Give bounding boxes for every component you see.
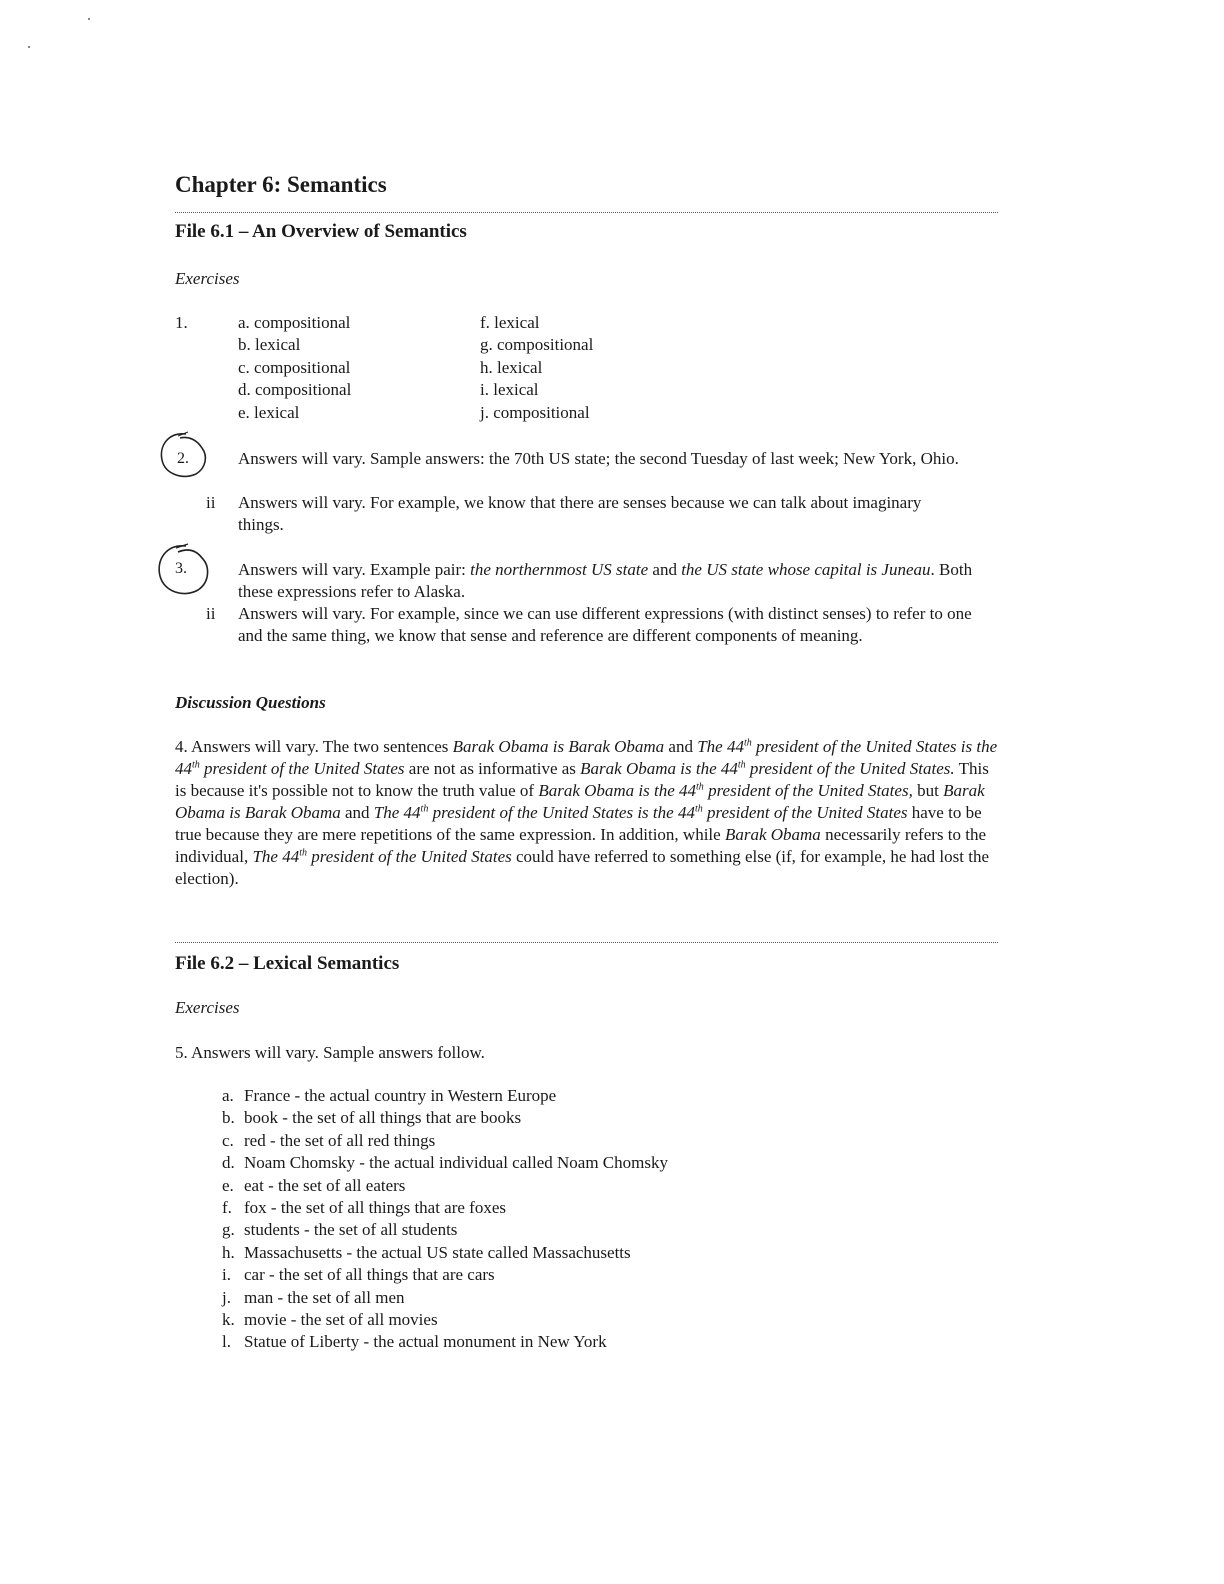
item-text: eat - the set of all eaters (244, 1175, 406, 1195)
scan-speck (28, 46, 30, 48)
item-label: f. (222, 1198, 232, 1218)
scan-speck (88, 18, 90, 20)
text-span: president of the United States, (703, 781, 913, 800)
exercises-label: Exercises (175, 998, 240, 1017)
text-span: and (340, 803, 374, 822)
text-span: have to be true because they are mere repetitions of the same expression. In addition, while (175, 803, 982, 844)
list-item (222, 1130, 668, 1152)
item-label: i. (222, 1265, 231, 1285)
list-item: j. compositional (480, 402, 590, 422)
text-span: and (664, 737, 698, 756)
example-expression: the US state whose capital is Juneau (681, 560, 931, 579)
superscript: th (696, 781, 704, 793)
superscript: th (299, 847, 307, 859)
item-label: j. (222, 1287, 231, 1307)
superscript: th (737, 759, 746, 771)
text-span: The 44 (373, 803, 421, 822)
file-6-2-heading: File 6.2 – Lexical Semantics (175, 953, 400, 974)
item-text: red - the set of all red things (244, 1130, 436, 1150)
text-span: and (648, 560, 682, 579)
question-1-number: 1. (175, 313, 188, 332)
question-3-number: 3. (175, 560, 187, 577)
question-4-answer (175, 736, 1000, 890)
superscript: th (420, 803, 429, 815)
text-span: could have referred to something else (if, for example, he had lost the election). (175, 847, 989, 888)
list-item (222, 1242, 668, 1264)
list-item (222, 1152, 668, 1174)
question-3-ii-label: ii (206, 604, 216, 623)
list-item (222, 1219, 668, 1241)
text-span: president of the United States. (745, 759, 955, 778)
list-item: b. lexical (238, 335, 301, 355)
text-span: president of the United States (199, 759, 405, 778)
list-item: a. compositional (238, 313, 351, 332)
item-text: Noam Chomsky - the actual individual called Noam Chomsky (244, 1153, 668, 1173)
list-item (222, 1085, 668, 1107)
item-text: Massachusetts - the actual US state called Massachusetts (244, 1242, 631, 1262)
discussion-questions-label: Discussion Questions (175, 693, 326, 712)
question-2-part-i: Answers will vary. Sample answers: the 70th US state; the second Tuesday of last week; New York, Ohio. (238, 449, 959, 468)
question-5-intro: 5. Answers will vary. Sample answers follow. (175, 1043, 485, 1062)
example-sentence: Barak Obama is Barak Obama (175, 781, 985, 822)
file-6-1-heading: File 6.1 – An Overview of Semantics (175, 221, 467, 242)
question-5-list (222, 1085, 668, 1354)
question-3-part-i (238, 559, 988, 603)
text-span: president of the United States (702, 803, 908, 822)
item-label: c. (222, 1130, 234, 1150)
text-span: Barak Obama is the 44 (538, 781, 697, 800)
text-span: president of the United States is the 44 (175, 737, 998, 778)
text-span: Barak Obama is the 44 (580, 759, 738, 778)
item-label: a. (222, 1086, 234, 1105)
list-item: i. lexical (480, 380, 539, 400)
text-span: president of the United States is the 44 (428, 803, 695, 822)
text-span: necessarily refers to the individual, (175, 825, 987, 866)
item-label: d. (222, 1153, 235, 1173)
text-span: 4. Answers will vary. The two sentences (175, 737, 453, 756)
item-text: France - the actual country in Western Europe (244, 1086, 557, 1105)
example-sentence (374, 803, 908, 822)
list-item (222, 1197, 668, 1219)
text-span: are not as informative as (404, 759, 581, 778)
text-span: The 44 (697, 737, 744, 756)
text-span: The 44 (252, 847, 300, 866)
question-1-left-column (238, 312, 351, 424)
list-item: d. compositional (238, 380, 352, 400)
example-expression: the northernmost US state (470, 560, 649, 579)
list-item (222, 1264, 668, 1286)
superscript: th (694, 803, 703, 815)
question-2-number: 2. (177, 450, 189, 467)
text-span: . Both these expressions refer to Alaska. (238, 560, 973, 601)
superscript: th (192, 759, 200, 771)
item-text: car - the set of all things that are cars (244, 1265, 495, 1285)
section-divider (175, 942, 998, 943)
text-span: This is because it's possible not to know the truth value of (175, 759, 989, 800)
item-text: movie - the set of all movies (244, 1310, 438, 1330)
item-text: Statue of Liberty - the actual monument in New York (244, 1332, 607, 1352)
example-sentence: Barak Obama is Barak Obama (452, 737, 665, 756)
item-text: man - the set of all men (244, 1287, 405, 1307)
list-item (222, 1107, 668, 1129)
question-3-part-ii: Answers will vary. For example, since we can use different expressions (with distinct senses) to refer to one and the same thing, we know that sense and reference are different components of meaning. (238, 604, 972, 645)
chapter-title: Chapter 6: Semantics (175, 172, 387, 197)
list-item: e. lexical (238, 402, 300, 422)
item-label: b. (222, 1108, 235, 1128)
item-label: e. (222, 1175, 234, 1195)
list-item (222, 1175, 668, 1197)
list-item (222, 1331, 668, 1353)
text-span: president of the United States (306, 847, 512, 866)
text-span: but (912, 781, 944, 800)
exercises-label: Exercises (175, 269, 240, 288)
example-expression (252, 847, 511, 866)
list-item: h. lexical (480, 357, 543, 377)
item-label: k. (222, 1310, 235, 1330)
item-text: students - the set of all students (244, 1220, 458, 1240)
item-label: l. (222, 1332, 231, 1352)
list-item: c. compositional (238, 357, 351, 377)
section-divider (175, 212, 998, 213)
text-span: Answers will vary. Example pair: (238, 560, 471, 579)
example-sentence (538, 781, 913, 800)
example-sentence (580, 759, 955, 778)
item-text: fox - the set of all things that are foxes (244, 1198, 507, 1218)
item-label: h. (222, 1242, 235, 1262)
list-item: f. lexical (480, 313, 540, 332)
list-item (222, 1309, 668, 1331)
list-item: g. compositional (480, 335, 594, 355)
question-2-ii-label: ii (206, 493, 216, 512)
question-1-right-column (480, 312, 593, 424)
list-item (222, 1287, 668, 1309)
item-label: g. (222, 1220, 235, 1240)
question-2-part-ii: Answers will vary. For example, we know that there are senses because we can talk about imaginary things. (238, 493, 922, 534)
item-text: book - the set of all things that are books (244, 1108, 522, 1128)
superscript: th (743, 737, 752, 749)
example-expression: Barak Obama (724, 825, 821, 844)
